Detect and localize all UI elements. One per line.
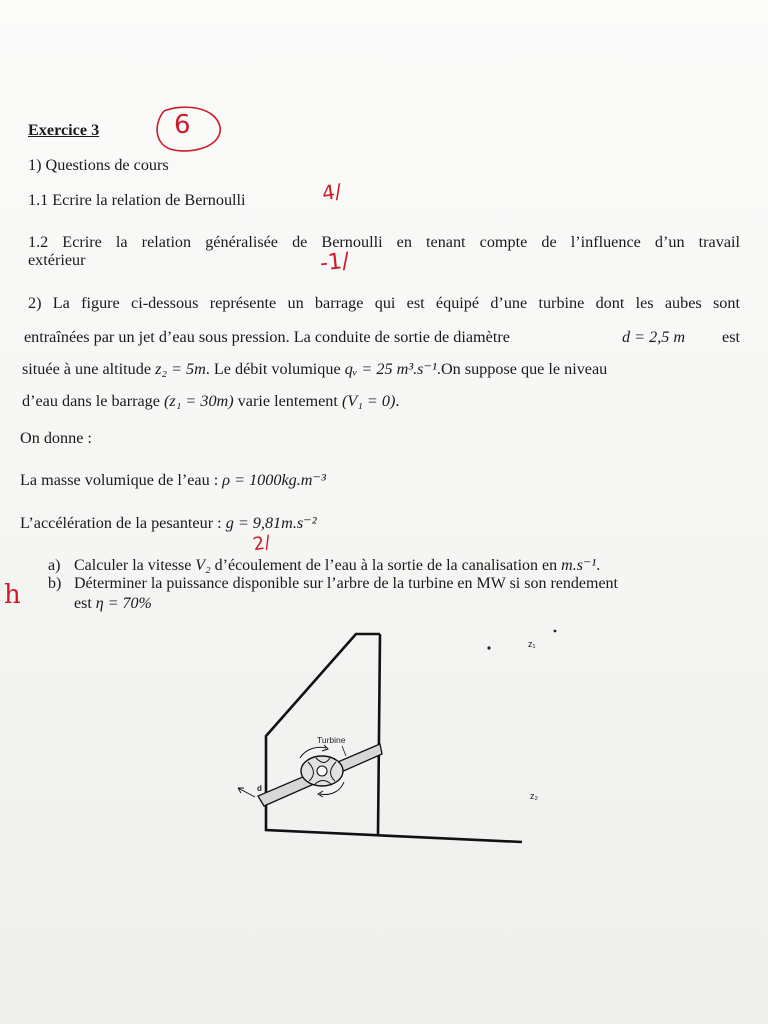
question-b-line2-text: est <box>74 595 92 612</box>
section2-line4-text: d’eau dans le barrage <box>22 392 160 410</box>
question-b-line1: Déterminer la puissance disponible sur l’arbre de la turbine en MW si son rendement <box>74 575 618 592</box>
z1-label: z₁ <box>528 639 536 649</box>
question-a-end: . <box>596 557 601 574</box>
gravity-label: L’accélération de la pesanteur : <box>20 514 222 532</box>
section2-line3-text2: . Le débit volumique <box>205 360 341 378</box>
section2-line3-text: située à une altitude <box>22 360 152 378</box>
section2-line1: 2) La figure ci-dessous représente un barrage qui est équipé d’une turbine dont les aubes sont <box>28 294 740 312</box>
gravity-value: g = 9,81m.s⁻² <box>225 514 317 532</box>
efficiency-value: η = 70% <box>95 595 152 612</box>
z1-top-dot <box>554 630 557 633</box>
question-a-text: Calculer la vitesse <box>74 557 192 574</box>
flow-rate-value: qᵥ = 25 m³.s⁻¹ <box>344 360 437 378</box>
q1-1-mark: 4/ <box>320 178 344 206</box>
density-value: ρ = 1000kg.m⁻³ <box>222 471 326 489</box>
section1-heading: 1) Questions de cours <box>28 156 169 174</box>
turbine-hub <box>317 766 327 776</box>
v2-symbol: V₂ <box>195 557 211 574</box>
z1-level-dot <box>487 646 490 649</box>
given-heading: On donne : <box>20 429 92 447</box>
section2-line4-text2: varie lentement <box>237 392 338 410</box>
turbine-label: Turbine <box>317 735 346 745</box>
diameter-value: d = 2,5 m <box>622 328 686 346</box>
dam-back-wall <box>378 634 380 834</box>
section2-line4-end: . <box>395 392 400 410</box>
z1-value: (z₁ = 30m) <box>164 392 234 410</box>
section2-line2-end: est <box>722 328 740 346</box>
z2-label: z₂ <box>530 791 538 801</box>
dam-outline <box>266 634 522 842</box>
question-a-mark: 2/ <box>251 531 273 556</box>
z2-value: z₂ = 5m <box>155 360 206 378</box>
question-a-marker: a) <box>48 557 61 574</box>
v1-value: (V₁ = 0) <box>341 392 396 410</box>
exercise-title: Exercice 3 <box>28 121 100 139</box>
section2-line3-end: .On suppose que le niveau <box>436 360 608 378</box>
velocity-unit: m.s⁻¹ <box>561 557 597 574</box>
question-a-text2: d’écoulement de l’eau à la sortie de la canalisation en <box>214 557 558 574</box>
question-1-2-line2: extérieur <box>28 251 86 269</box>
question-1-2-line1: 1.2 Ecrire la relation généralisée de Bernoulli en tenant compte de l’influence d’un travail <box>28 233 740 251</box>
density-label: La masse volumique de l’eau : <box>20 471 219 489</box>
grade-mark: 6 <box>174 110 191 140</box>
q1-2-mark: -1/ <box>318 248 351 277</box>
turbine-label-leader <box>342 746 346 756</box>
question-1-1: 1.1 Ecrire la relation de Bernoulli <box>28 191 246 209</box>
left-margin-mark: h <box>4 580 21 610</box>
diameter-label: d <box>257 784 262 793</box>
question-b-marker: b) <box>48 575 62 592</box>
section2-line2-text: entraînées par un jet d’eau sous pression. La conduite de sortie de diamètre <box>24 328 510 346</box>
